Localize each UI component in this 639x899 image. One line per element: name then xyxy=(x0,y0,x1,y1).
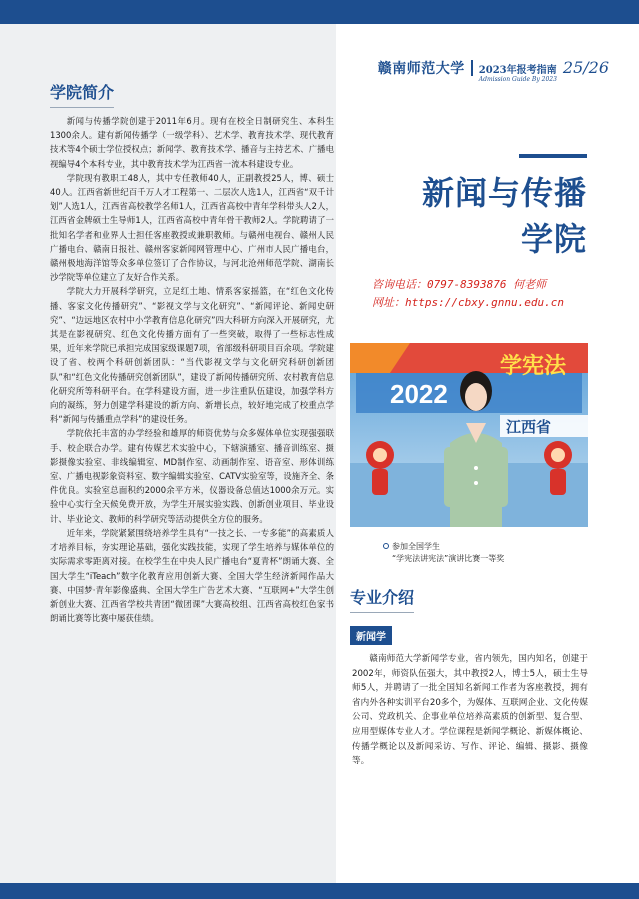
guide-label xyxy=(479,66,557,83)
intro-paragraph: 学院依托丰富的办学经验和雄厚的师资优势与众多媒体单位实现强强联手、校企联合办学。建有传媒艺术实验中心，下辖演播室、播音训练室、摄影摄像实验室、非线编辑室、MD制作室、动画制作室、语音室、形体训练室、广播电视影象资料室、数字编辑实验室、CATV实验室等，设施齐全、条件优良。实验室总面积约2000余平方米，仪器设备总值达1000余万元。实验中心实行全天候免费开放，为学生开展实验实践、创新创业项目、毕业设计、毕业论文、教师的科学研究等活动提供全方位的服务。 xyxy=(50,428,334,524)
title-rule xyxy=(519,154,587,158)
award-photo xyxy=(350,343,588,527)
contact-phone: 咨询电话：0797-8393876 何老师 xyxy=(372,278,547,291)
section-title-majors: 专业介绍 xyxy=(350,585,414,608)
college-title xyxy=(422,170,587,262)
intro-paragraph: 学院大力开展科学研究，立足红土地、情系客家摇篮，在“红色文化传播、客家文化传播研究”、“影视文学与文化研究”、“新闻评论、新闻史研究”、“边远地区农村中小学教育信息化研究”四大科研方向深入开展研究，尤其是在影视研究、红色文化传播方面有了一些突破，取得了一些标志性成果，近年来学院已承担完成国家级课题7项，省部级科研项目百余项。学院建设了省、校两个科研创新团队：“当代影视文学与文化研究科研创新团队”和“红色文化传播研究创新团队”，建设了新闻传播研究所、农村教育信息化研究所等科研平台。在学科建设方面，进一步注重队伍建设，加强学科方向的凝练，努力创建学科建设的新方向、新增长点，较好地完成了校重点学科“新闻与传播重点学科”的建设任务。 xyxy=(50,286,334,425)
caption-line1: 参加全国学生 xyxy=(392,542,440,551)
header-divider xyxy=(471,60,473,76)
caption-line2: “学宪法讲宪法”演讲比赛一等奖 xyxy=(392,554,505,563)
contact-website[interactable]: 网址：https://cbxy.gnnu.edu.cn xyxy=(372,296,564,309)
major-tag: 新闻学 xyxy=(350,626,392,645)
page-header xyxy=(377,58,609,83)
caption-bullet-icon xyxy=(383,543,389,549)
banner-word: 学宪法 xyxy=(500,353,567,378)
university-name: 赣南师范大学 xyxy=(377,61,465,77)
college-title-line1: 新闻与传播 xyxy=(421,174,587,212)
major-paragraph: 赣南师范大学新闻学专业，省内领先，国内知名，创建于2002年，师资队伍强大，其中教授2人，博士5人，硕士生导师5人，并聘请了一批全国知名新闻工作者为客座教授，拥有省内外各种实训平台20多个，为媒体、互联网企业、文化传媒公司、党政机关、企事业单位培养高素质的创新型、复合型、应用型媒体专业人才。学位课程是新闻学概论、新媒体概论、传播学概论以及新闻采访、写作、评论、编辑、摄影、摄像等。 xyxy=(352,654,588,767)
guide-label-cn: 2023年报考指南 xyxy=(478,65,557,76)
guide-label-en: Admission Guide By 2023 xyxy=(478,76,557,83)
intro-paragraph: 新闻与传播学院创建于2011年6月。现有在校全日制研究生、本科生1300余人。建有新闻传播学（一级学科）、艺术学、教育技术学、现代教育技术等4个硕士学位授权点；新闻学、教育技术学、播音与主持艺术、广播电视编导4个本科专业，其中教育技术学为江西省一流本科建设专业。 xyxy=(50,116,334,169)
college-title-line2: 学院 xyxy=(520,220,587,258)
banner-year: 2022 xyxy=(390,379,448,409)
intro-paragraph: 近年来，学院紧紧围绕培养学生具有“一技之长、一专多能”的高素质人才培养目标，夯实理论基础，强化实践技能，实现了学生培养与媒体单位的实际需求零距离对接。在校学生在中央人民广播电台“夏青杯”朗诵大赛、全国大学生“iTeach”数字化教育应用创新大赛、全国大学生经济新闻作品大赛、中国梦·青年影像盛典、全国大学生广告艺术大赛、“互联网+”大学生创新创业大赛、江西省学校共青团“微团课”大赛高校组、江西省高校红色家书朗诵比赛等比赛中屡获佳绩。 xyxy=(50,527,334,624)
intro-text xyxy=(50,114,334,625)
top-bar xyxy=(0,0,639,24)
page-number: 25/26 xyxy=(562,58,609,77)
banner-province: 江西省 xyxy=(506,419,552,436)
section-title-intro: 学院简介 xyxy=(50,80,114,103)
major-description xyxy=(352,652,588,769)
bottom-bar xyxy=(0,883,639,899)
intro-paragraph: 学院现有教职工48人，其中专任教师40人，正副教授25人，博、硕士40人。江西省新世纪百千万人才工程第一、二层次人选1人，江西省“双千计划”人选1人，江西省高校教学名师1人，江西省高校中青年学科带头人2人，江西省金牌硕士生导师1人，江西省高校中青年骨干教师2人。学院聘请了一批知名学者和业界人士担任客座教授或兼职教师。与赣州电视台、赣州人民广播电台、赣南日报社、赣州客家新闻网管理中心、广州市人民广播电台，赣州极地海洋馆等众多单位签订了合作协议，与河北沧州师范学院、湖南长沙学院等单位建立了友好合作关系。 xyxy=(50,172,334,283)
photo-caption xyxy=(392,541,504,565)
award-photo-illustration xyxy=(350,343,588,527)
